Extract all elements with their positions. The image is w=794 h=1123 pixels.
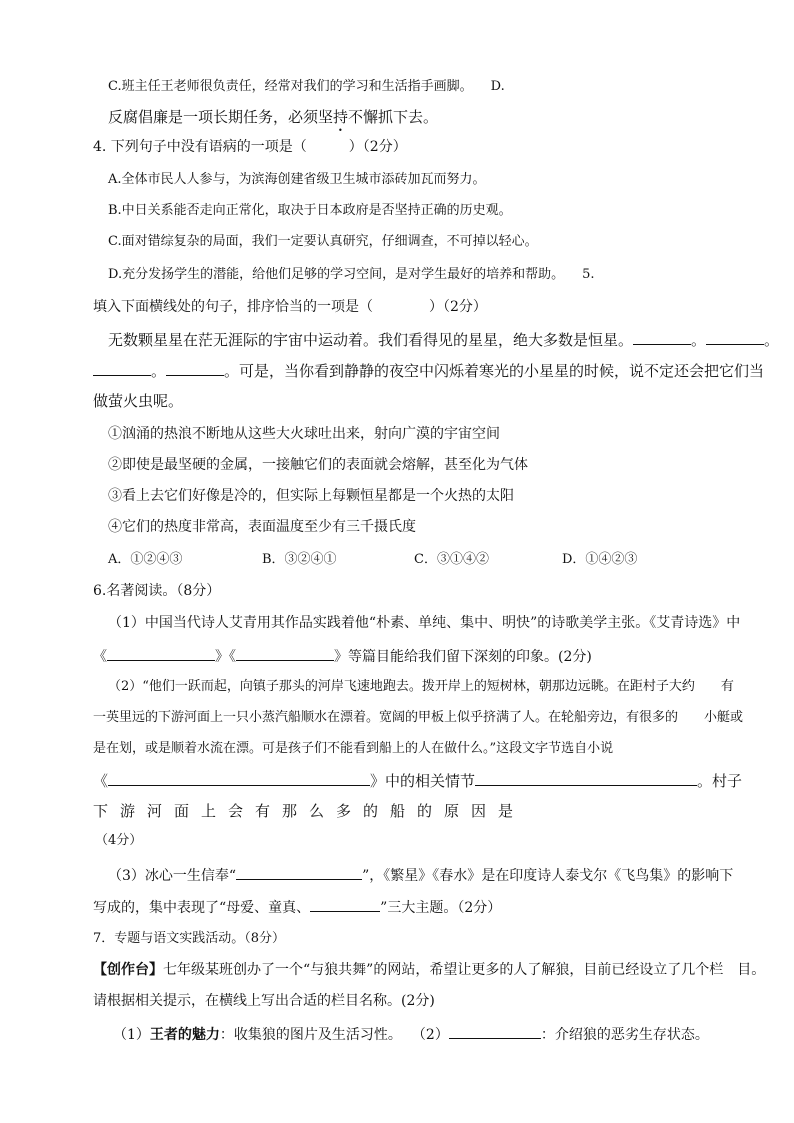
q5-sentence-3: ③看上去它们好像是冷的，但实际上每颗恒星都是一个火热的太阳 <box>108 488 514 504</box>
q5-option-d: D．①④②③ <box>562 552 638 567</box>
q6-blank-poem-2[interactable] <box>236 647 334 661</box>
q5-passage-line3: 做萤火虫呢。 <box>93 392 184 410</box>
q5-number: 5. <box>582 267 595 282</box>
q5-option-b: B．③②④① <box>262 552 337 567</box>
q5-option-c: C．③①④② <box>414 552 489 567</box>
q5-passage-text2: 。可是，当你看到静静的夜空中闪烁着寒光的小星星的时候，说不定还会把它们当 <box>224 362 765 380</box>
q6-part3-text4: ”三大主题。（2分） <box>380 900 502 916</box>
q3-option-d-part2: 不懈抓下去。 <box>348 108 439 126</box>
q5-sentence-2: ②即使是最坚硬的金属，一接触它们的表面就会熔解，甚至化为气体 <box>108 457 528 473</box>
q6-part1-bracket-mid: 》《 <box>215 649 236 665</box>
q5-sentence-1: ①汹涌的热浪不断地从这些大火球吐出来，射向广漠的宇宙空间 <box>108 426 500 442</box>
q6-part2-line5: 下游河面上会有那么多的船的原因是 <box>93 802 526 820</box>
q6-part3-line1 <box>108 866 733 883</box>
q7-item2-number: （2） <box>411 1027 449 1043</box>
q6-part2-line2: 一英里远的下游河面上一只小蒸汽船顺水在漂着。宽阔的甲板上似乎挤满了人。在轮船旁边，有很多的 小艇或 <box>93 710 744 725</box>
q6-part2-line4 <box>93 772 742 789</box>
q6-part1-line2 <box>93 647 592 664</box>
q6-blank-poem-1[interactable] <box>107 647 215 661</box>
q6-part1-line1: （1）中国当代诗人艾青用其作品实践着他“朴素、单纯、集中、明快”的诗歌美学主张。《艾青诗选》中 <box>108 615 741 631</box>
q6-blank-motto[interactable] <box>236 866 362 880</box>
q3-option-d-part1: 反腐倡廉是一项长期任务，必须坚 <box>108 108 334 126</box>
q5-passage-punct: 。 <box>151 362 167 380</box>
q6-part3-text3: 写成的，集中表现了“母爱、童真、 <box>93 900 311 916</box>
q6-part2-bracket-open: 《 <box>93 772 109 790</box>
q6-part1-bracket-open: 《 <box>93 649 107 665</box>
q4-option-a: A.全体市民人人参与，为滨海创建省级卫生城市添砖加瓦而努力。 <box>108 172 486 187</box>
q4-option-d: D.充分发扬学生的潜能，给他们足够的学习空间，是对学生最好的培养和帮助。 <box>108 267 565 282</box>
q3-option-c-line <box>108 80 505 93</box>
q7-instruction: 请根据相关提示，在横线上写出合适的栏目名称。(2分) <box>93 993 435 1009</box>
q7-item1-text: ：收集狼的图片及生活习性。 <box>219 1027 402 1043</box>
q6-part3-line2 <box>93 898 501 915</box>
q5-passage-line1: 无数颗星星在茫无涯际的宇宙中运动着。我们看得见的星星，绝大多数是恒星。 。 。 <box>108 331 780 349</box>
q5-sentence-4: ④它们的热度非常高，表面温度至少有三千摄氏度 <box>108 519 416 535</box>
q5-passage-text1: 无数颗星星在茫无涯际的宇宙中运动着。我们看得见的星星，绝大多数是恒星。 <box>108 331 634 349</box>
q6-part2-line1: （2）“他们一跃而起，向镇子那头的河岸飞速地跑去。拨开岸上的短树林，朝那边远眺。在距村子大约 有 <box>108 679 734 694</box>
q7-item2-text: ：介绍狼的恶劣生存状态。 <box>540 1027 709 1043</box>
q4-option-d-line <box>108 268 595 281</box>
q7-intro-text: 七年级某班创办了一个“与狼共舞”的网站，希望让更多的人了解狼，目前已经设立了几个栏 目。 <box>163 962 766 978</box>
q6-part1-tail: 》等篇目能给我们留下深刻的印象。(2分) <box>334 649 592 665</box>
q4-option-b: B.中日关系能否走向正常化，取决于日本政府是否坚持正确的历史观。 <box>108 203 512 218</box>
q6-blank-plot[interactable] <box>475 772 697 786</box>
q4-option-c: C.面对错综复杂的局面，我们一定要认真研究，仔细调查，不可掉以轻心。 <box>108 234 538 249</box>
q6-part3-text1: （3）冰心一生信奉“ <box>108 868 237 884</box>
q5-passage-line2 <box>93 362 764 379</box>
q5-blank-2[interactable] <box>706 331 764 345</box>
q3-option-d-label: D. <box>490 79 505 94</box>
q7-intro-tag: 【创作台】 <box>93 962 163 978</box>
q6-blank-novel[interactable] <box>108 772 370 786</box>
q7-item1-title: 王者的魅力 <box>149 1027 220 1043</box>
q7-stem: 7．专题与语文实践活动。（8分） <box>93 931 286 946</box>
q6-part2-score: （4分） <box>95 833 143 848</box>
q7-blank-column-name[interactable] <box>449 1025 541 1039</box>
q7-intro <box>93 963 765 977</box>
q6-stem: 6.名著阅读。（8分） <box>93 583 221 599</box>
q6-part2-tail: 。村子 <box>697 772 743 790</box>
q6-part2-line3: 是在划，或是顺着水流在漂。可是孩子们不能看到船上的人在做什么。”这段文字节选自小说 <box>93 741 614 756</box>
q5-option-a: A．①②④③ <box>108 552 183 567</box>
q5-blank-3[interactable] <box>93 362 151 376</box>
q6-part2-mid: 》中的相关情节 <box>370 772 476 790</box>
q6-blank-theme[interactable] <box>310 898 380 912</box>
q3-option-d-emphasis: 持 <box>333 108 349 126</box>
q7-item1-number: （1） <box>113 1027 150 1043</box>
q7-items-line <box>113 1025 709 1042</box>
q3-option-c: C.班主任王老师很负责任，经常对我们的学习和生活指手画脚。 <box>108 79 473 94</box>
q4-stem: 4. 下列句子中没有语病的一项是（ ）（2分） <box>93 139 407 155</box>
q5-blank-1[interactable] <box>633 331 691 345</box>
q5-stem: 填入下面横线处的句子，排序恰当的一项是（ ）（2分） <box>93 299 487 315</box>
q5-blank-4[interactable] <box>166 362 224 376</box>
q6-part3-text2: ”，《繁星》《春水》是在印度诗人泰戈尔《飞鸟集》的影响下 <box>362 868 734 884</box>
q3-option-d-text <box>108 108 438 135</box>
